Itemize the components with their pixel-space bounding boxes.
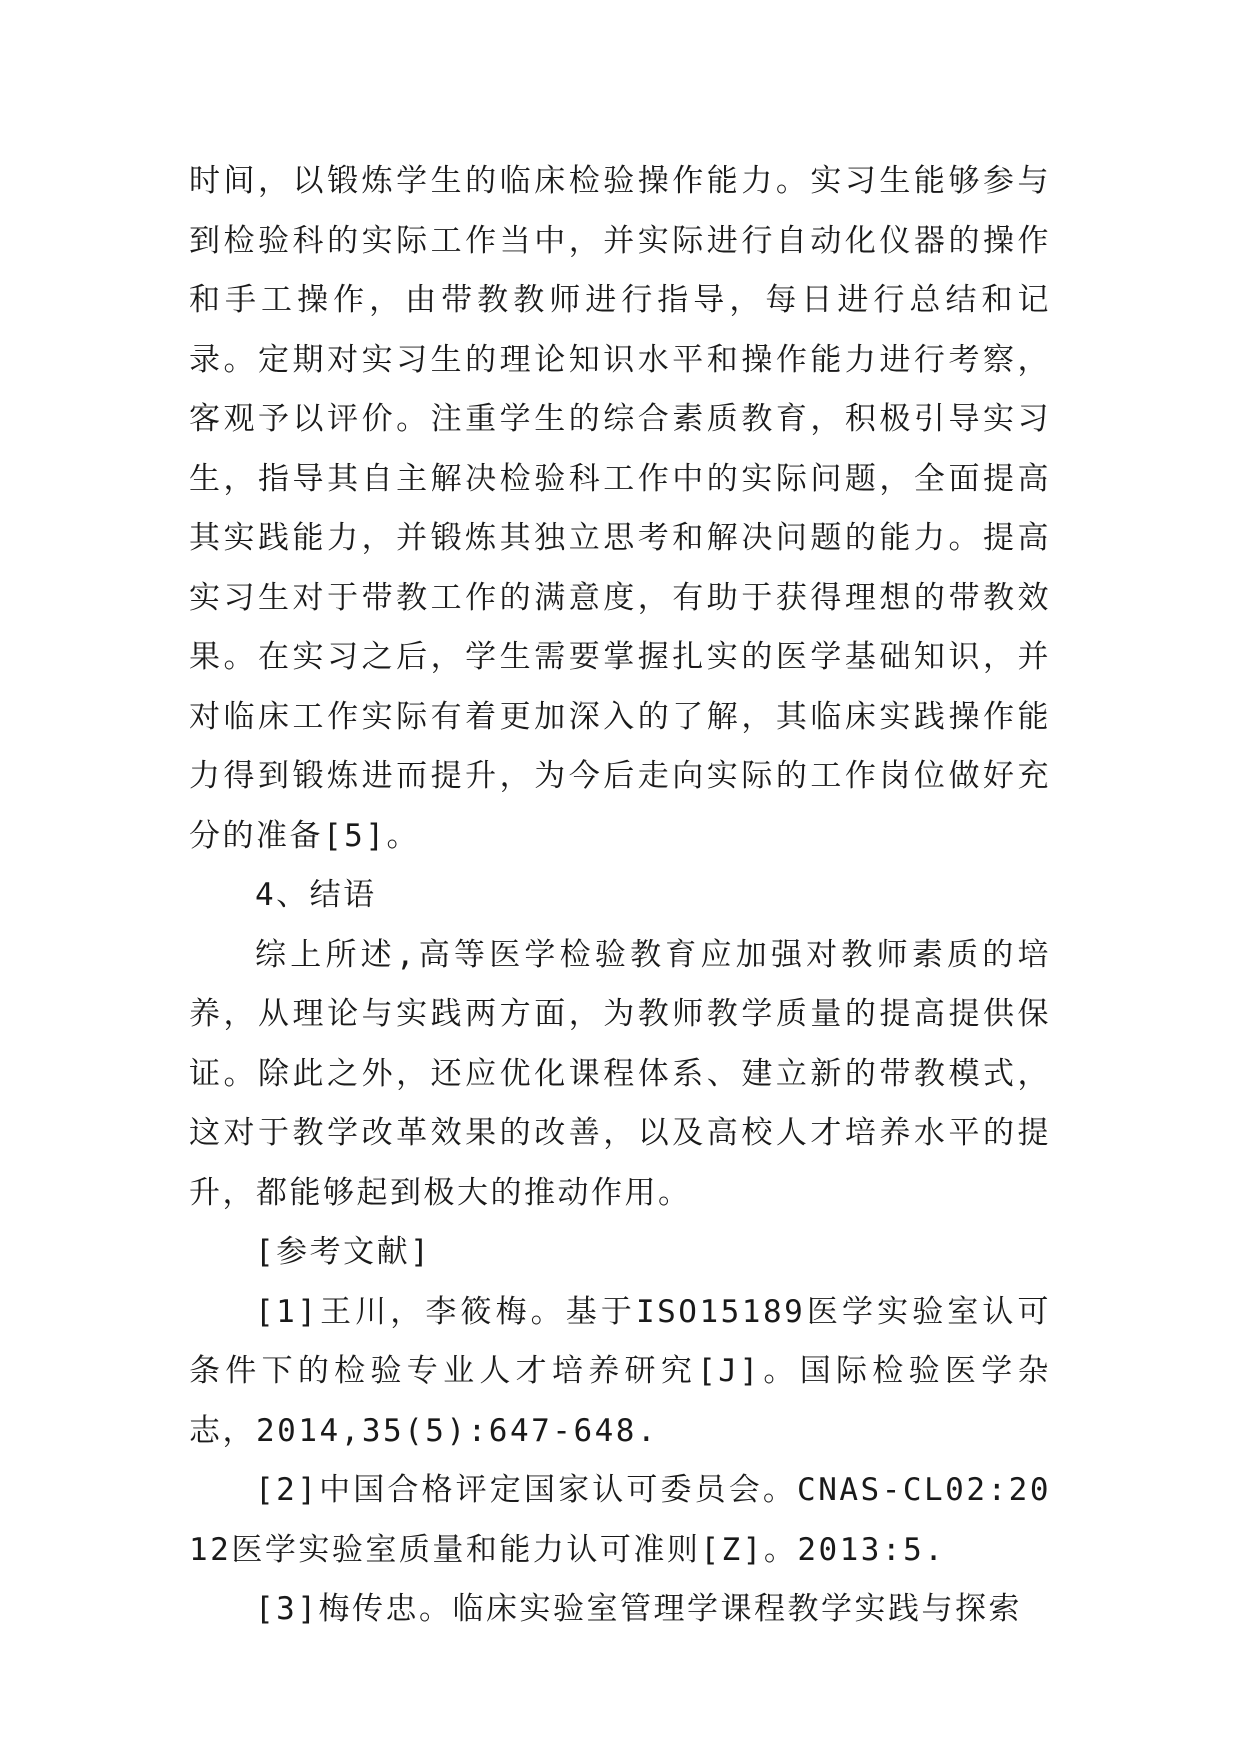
references-heading: [参考文献] bbox=[255, 1234, 432, 1270]
paragraph-conclusion: 综上所述,高等医学检验教育应加强对教师素质的培养，从理论与实践两方面，为教师教学质量的提高提供保证。除此之外，还应优化课程体系、建立新的带教模式，这对于教学改革效果的改善，以及高校人才培养水平的提升，都能够起到极大的推动作用。 bbox=[189, 936, 1051, 1211]
reference-item-3: [3]梅传忠。临床实验室管理学课程教学实践与探索 bbox=[255, 1591, 1022, 1627]
paragraph-continuation: 时间，以锻炼学生的临床检验操作能力。实习生能够参与到检验科的实际工作当中，并实际进行自动化仪器的操作和手工操作，由带教教师进行指导，每日进行总结和记录。定期对实习生的理论知识水平和操作能力进行考察，客观予以评价。注重学生的综合素质教育，积极引导实习生，指导其自主解决检验科工作中的实际问题，全面提高其实践能力，并锻炼其独立思考和解决问题的能力。提高实习生对于带教工作的满意度，有助于获得理想的带教效果。在实习之后，学生需要掌握扎实的医学基础知识，并对临床工作实际有着更加深入的了解，其临床实践操作能力得到锻炼进而提升，为今后走向实际的工作岗位做好充分的准备[5]。 bbox=[189, 163, 1051, 854]
section-heading-conclusion: 4、结语 bbox=[255, 877, 377, 913]
reference-item-1: [1]王川，李筱梅。基于ISO15189医学实验室认可条件下的检验专业人才培养研究[J]。国际检验医学杂志，2014,35(5):647-648. bbox=[189, 1293, 1051, 1449]
reference-item-2: [2]中国合格评定国家认可委员会。CNAS-CL02:2012医学实验室质量和能力认可准则[Z]。2013:5. bbox=[189, 1472, 1051, 1568]
document-body bbox=[189, 152, 1051, 1640]
